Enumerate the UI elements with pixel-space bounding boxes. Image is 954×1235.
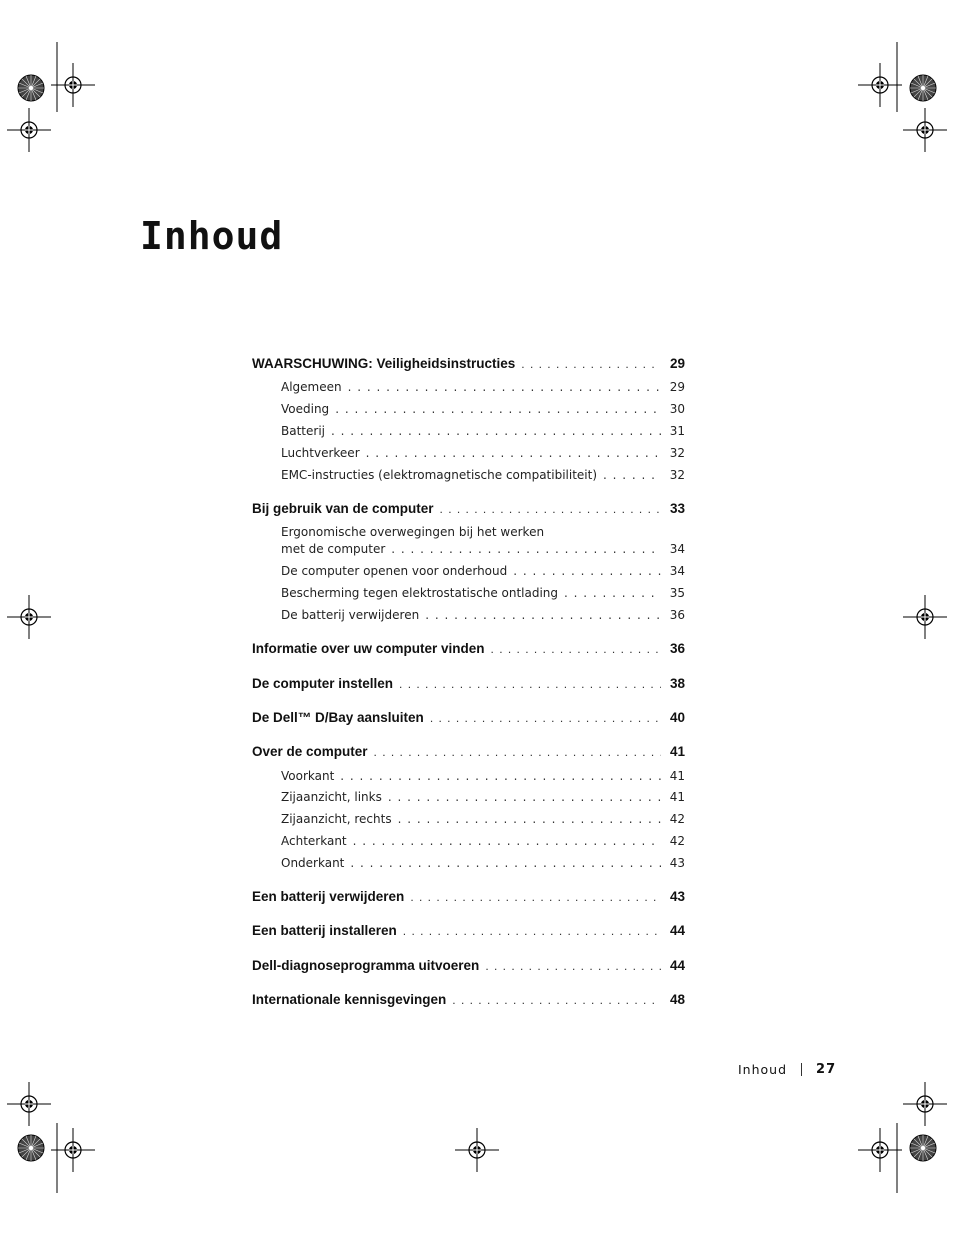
toc-entry-label: Voorkant xyxy=(281,769,335,783)
toc-entry-page: 38 xyxy=(669,676,685,691)
toc-section[interactable] xyxy=(252,710,685,725)
toc-entry-page: 36 xyxy=(669,641,685,656)
dot-leader xyxy=(348,380,661,394)
toc-entry-label: WAARSCHUWING: Veiligheidsinstructies xyxy=(252,356,516,371)
toc-entry-page: 44 xyxy=(669,923,685,938)
page-title: Inhoud xyxy=(140,214,284,258)
page-footer xyxy=(738,1062,836,1077)
toc-subsection[interactable] xyxy=(252,564,685,578)
toc-subsection[interactable] xyxy=(252,424,685,438)
star-target-icon xyxy=(18,1135,44,1161)
dot-leader xyxy=(440,502,661,516)
toc-section[interactable] xyxy=(252,356,685,371)
toc-entry-label: Bescherming tegen elektrostatische ontlading xyxy=(281,586,559,600)
dot-leader xyxy=(603,468,661,482)
toc-entry-label: Achterkant xyxy=(281,834,347,848)
toc-subsection[interactable] xyxy=(252,834,685,848)
dot-leader xyxy=(430,711,661,725)
dot-leader xyxy=(366,446,661,460)
toc-entry-page: 32 xyxy=(669,446,685,460)
toc-entry-page: 35 xyxy=(669,586,685,600)
toc-section[interactable] xyxy=(252,889,685,904)
dot-leader xyxy=(410,890,661,904)
toc-entry-label: Een batterij verwijderen xyxy=(252,889,405,904)
toc-entry-page: 32 xyxy=(669,468,685,482)
toc-entry-page: 30 xyxy=(669,402,685,416)
toc-subsection[interactable] xyxy=(252,446,685,460)
toc-subsection[interactable] xyxy=(252,812,685,826)
toc-section[interactable] xyxy=(252,958,685,973)
toc-entry-label-line: Ergonomische overwegingen bij het werken xyxy=(281,525,545,539)
toc-entry-page: 42 xyxy=(669,812,685,826)
toc-entry-page: 48 xyxy=(669,992,685,1007)
toc-subsection[interactable] xyxy=(252,790,685,804)
dot-leader xyxy=(425,608,661,622)
toc-entry-page: 34 xyxy=(669,564,685,578)
toc-entry-label: met de computer xyxy=(281,542,386,556)
star-target-icon xyxy=(910,1135,936,1161)
toc-entry-label: Onderkant xyxy=(281,856,345,870)
toc-subsection[interactable] xyxy=(252,856,685,870)
toc-section[interactable] xyxy=(252,641,685,656)
toc-entry-label: De Dell™ D/Bay aansluiten xyxy=(252,710,424,725)
toc-entry-page: 44 xyxy=(669,958,685,973)
toc-entry-page: 36 xyxy=(669,608,685,622)
toc-entry-page: 33 xyxy=(669,501,685,516)
toc-entry-label: De computer openen voor onderhoud xyxy=(281,564,508,578)
toc-subsection[interactable] xyxy=(252,525,685,556)
toc-subsection[interactable] xyxy=(252,769,685,783)
toc-entry-page: 40 xyxy=(669,710,685,725)
toc-entry-label: Luchtverkeer xyxy=(281,446,360,460)
dot-leader xyxy=(403,924,661,938)
dot-leader xyxy=(564,586,661,600)
dot-leader xyxy=(491,642,661,656)
dot-leader xyxy=(335,402,661,416)
toc-entry-page: 41 xyxy=(669,744,685,759)
dot-leader xyxy=(353,834,661,848)
toc-entry-label: Over de computer xyxy=(252,744,368,759)
toc-entry-label: EMC-instructies (elektromagnetische compatibiliteit) xyxy=(281,468,598,482)
toc-subsection[interactable] xyxy=(252,380,685,394)
dot-leader xyxy=(452,993,661,1007)
dot-leader xyxy=(388,790,661,804)
toc-section[interactable] xyxy=(252,501,685,516)
dot-leader xyxy=(485,959,661,973)
toc-subsection[interactable] xyxy=(252,586,685,600)
toc-entry-label: Zijaanzicht, rechts xyxy=(281,812,392,826)
toc-entry-page: 29 xyxy=(669,380,685,394)
toc-subsection[interactable] xyxy=(252,402,685,416)
toc-subsection[interactable] xyxy=(252,468,685,482)
toc-entry-page: 41 xyxy=(669,769,685,783)
page-number: 27 xyxy=(816,1062,837,1077)
toc-entry-label: Zijaanzicht, links xyxy=(281,790,382,804)
dot-leader xyxy=(521,357,661,371)
toc-section[interactable] xyxy=(252,992,685,1007)
toc-entry-label: Informatie over uw computer vinden xyxy=(252,641,485,656)
toc-entry-page: 43 xyxy=(669,889,685,904)
dot-leader xyxy=(374,745,661,759)
toc-entry-label: De computer instellen xyxy=(252,676,394,691)
toc-entry-label: Internationale kennisgevingen xyxy=(252,992,447,1007)
dot-leader xyxy=(331,424,661,438)
toc-section[interactable] xyxy=(252,676,685,691)
toc-entry-page: 31 xyxy=(669,424,685,438)
star-target-icon xyxy=(910,75,936,101)
star-target-icon xyxy=(18,75,44,101)
toc-entry-label: Bij gebruik van de computer xyxy=(252,501,434,516)
toc-entry-page: 29 xyxy=(669,356,685,371)
footer-label: Inhoud xyxy=(738,1062,788,1077)
toc-section[interactable] xyxy=(252,923,685,938)
toc-entry-label: Batterij xyxy=(281,424,325,438)
dot-leader xyxy=(340,769,661,783)
toc-entry-label: Een batterij installeren xyxy=(252,923,397,938)
dot-leader xyxy=(399,677,661,691)
toc-subsection[interactable] xyxy=(252,608,685,622)
toc-section[interactable] xyxy=(252,744,685,759)
dot-leader xyxy=(350,856,661,870)
toc-entry-page: 41 xyxy=(669,790,685,804)
toc-entry-page: 34 xyxy=(669,542,685,556)
dot-leader xyxy=(391,542,661,556)
toc-entry-page: 42 xyxy=(669,834,685,848)
toc-entry-label: Voeding xyxy=(281,402,330,416)
footer-separator xyxy=(801,1063,802,1076)
toc-entry-label: Dell-diagnoseprogramma uitvoeren xyxy=(252,958,480,973)
toc-entry-label: Algemeen xyxy=(281,380,342,394)
dot-leader xyxy=(513,564,661,578)
toc-entry-label: De batterij verwijderen xyxy=(281,608,420,622)
toc-entry-page: 43 xyxy=(669,856,685,870)
dot-leader xyxy=(398,812,661,826)
